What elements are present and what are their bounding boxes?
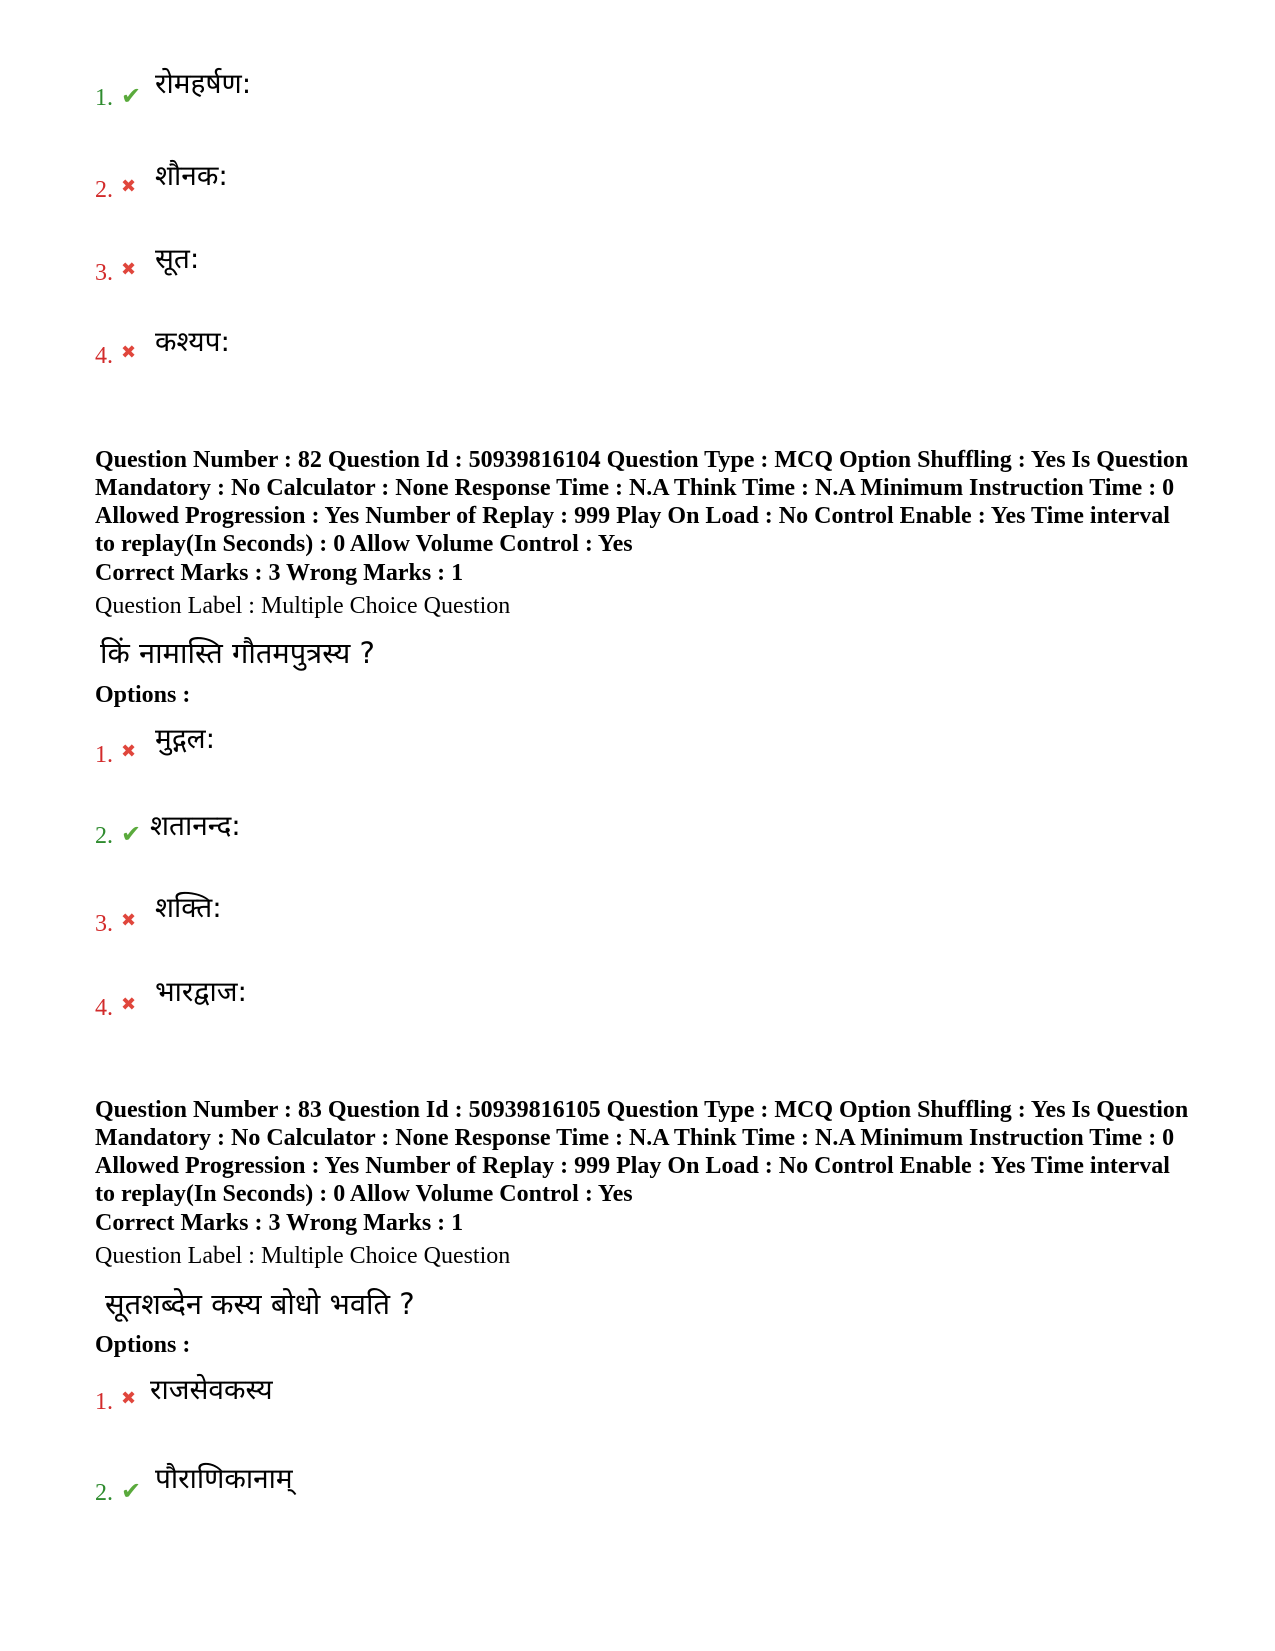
option-item <box>95 1462 795 1506</box>
option-item <box>95 1374 795 1414</box>
check-icon: ✔ <box>121 1477 142 1505</box>
question-meta: Question Number : 83 Question Id : 50939816105 Question Type : MCQ Option Shuffling : Yes Is Question Mandatory : No Calculator : None Response Time : N.A Think Time : N.A Minimum Instruction Time : 0 Allowed Progression : Yes Number of Replay : 999 Play On Load : No Control Enable : Yes Time interval to replay(In Seconds) : 0 Allow Volume Control : Yes <box>95 1097 1189 1207</box>
option-number: 2. <box>95 1480 113 1506</box>
option-number: 3. <box>95 911 113 937</box>
option-number: 4. <box>95 343 113 369</box>
cross-icon: ✖ <box>121 259 137 280</box>
check-icon: ✔ <box>121 820 142 848</box>
cross-icon: ✖ <box>121 910 137 931</box>
option-item <box>95 891 795 937</box>
option-item <box>95 808 795 848</box>
option-number: 1. <box>95 85 113 111</box>
option-text: शतानन्द: <box>150 809 241 842</box>
question-text: सूतशब्देन कस्य बोधो भवति ? <box>105 1287 415 1321</box>
marks-line: Correct Marks : 3 Wrong Marks : 1 <box>95 560 464 586</box>
marks-line: Correct Marks : 3 Wrong Marks : 1 <box>95 1210 464 1236</box>
options-heading: Options : <box>95 682 191 708</box>
option-text: राजसेवकस्य <box>150 1373 273 1406</box>
option-text: सूत: <box>155 242 200 275</box>
question-meta: Question Number : 82 Question Id : 50939816104 Question Type : MCQ Option Shuffling : Yes Is Question Mandatory : No Calculator : None Response Time : N.A Think Time : N.A Minimum Instruction Time : 0 Allowed Progression : Yes Number of Replay : 999 Play On Load : No Control Enable : Yes Time interval to replay(In Seconds) : 0 Allow Volume Control : Yes <box>95 447 1189 557</box>
cross-icon: ✖ <box>121 741 137 762</box>
question-label: Question Label : Multiple Choice Question <box>95 1243 511 1269</box>
option-text: भारद्वाज: <box>155 975 247 1008</box>
option-item <box>95 722 795 768</box>
check-icon: ✔ <box>121 82 142 110</box>
option-number: 1. <box>95 742 113 768</box>
option-text: कश्यप: <box>155 325 230 358</box>
option-text: रोमहर्षण: <box>155 67 252 100</box>
option-text: शौनक: <box>155 159 228 192</box>
question-label: Question Label : Multiple Choice Question <box>95 593 511 619</box>
option-number: 2. <box>95 177 113 203</box>
option-number: 3. <box>95 260 113 286</box>
options-heading: Options : <box>95 1332 191 1358</box>
option-text: पौराणिकानाम् <box>155 1462 293 1495</box>
cross-icon: ✖ <box>121 176 137 197</box>
option-text: शक्ति: <box>155 891 222 924</box>
cross-icon: ✖ <box>121 994 137 1015</box>
option-number: 1. <box>95 1389 113 1415</box>
option-number: 4. <box>95 995 113 1021</box>
option-item <box>95 242 795 286</box>
option-item <box>95 159 795 203</box>
option-item <box>95 67 795 111</box>
option-text: मुद्गल: <box>155 722 216 755</box>
question-text: किं नामास्ति गौतमपुत्रस्य ? <box>100 636 375 670</box>
option-item <box>95 325 795 369</box>
cross-icon: ✖ <box>121 1388 137 1409</box>
option-item <box>95 975 795 1021</box>
option-number: 2. <box>95 823 113 849</box>
cross-icon: ✖ <box>121 342 137 363</box>
